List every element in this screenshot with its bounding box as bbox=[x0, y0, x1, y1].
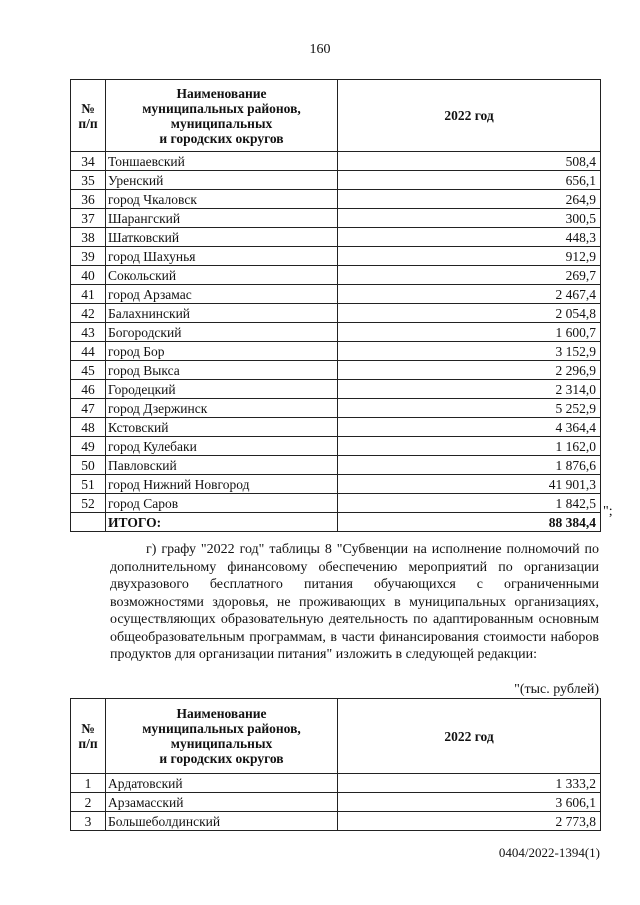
table-row bbox=[71, 190, 601, 209]
header-num: № п/п bbox=[71, 699, 106, 774]
row-number: 51 bbox=[71, 475, 106, 494]
table-row bbox=[71, 494, 601, 513]
municipality-name: Богородский bbox=[106, 323, 338, 342]
table-row bbox=[71, 285, 601, 304]
table-row bbox=[71, 152, 601, 171]
row-value: 5 252,9 bbox=[338, 399, 601, 418]
table-body bbox=[71, 774, 601, 831]
row-value: 1 162,0 bbox=[338, 437, 601, 456]
municipality-name: город Кулебаки bbox=[106, 437, 338, 456]
municipality-name: Кстовский bbox=[106, 418, 338, 437]
table-row bbox=[71, 456, 601, 475]
municipality-name: Ардатовский bbox=[106, 774, 338, 793]
row-value: 2 054,8 bbox=[338, 304, 601, 323]
row-number: 48 bbox=[71, 418, 106, 437]
row-number: 52 bbox=[71, 494, 106, 513]
row-number: 45 bbox=[71, 361, 106, 380]
row-number: 41 bbox=[71, 285, 106, 304]
municipality-name: Павловский bbox=[106, 456, 338, 475]
municipality-name: Балахнинский bbox=[106, 304, 338, 323]
page-number: 160 bbox=[309, 42, 331, 57]
table-header-row bbox=[71, 699, 601, 774]
table-row bbox=[71, 304, 601, 323]
table-header-row bbox=[71, 80, 601, 152]
row-number: 37 bbox=[71, 209, 106, 228]
row-value: 1 842,5 bbox=[338, 494, 601, 513]
table-row bbox=[71, 812, 601, 831]
table-row bbox=[71, 228, 601, 247]
row-value: 264,9 bbox=[338, 190, 601, 209]
table-row bbox=[71, 774, 601, 793]
municipality-name: город Шахунья bbox=[106, 247, 338, 266]
municipality-name: город Арзамас bbox=[106, 285, 338, 304]
row-number: 43 bbox=[71, 323, 106, 342]
municipality-name: Тоншаевский bbox=[106, 152, 338, 171]
row-value: 448,3 bbox=[338, 228, 601, 247]
header-year: 2022 год bbox=[338, 699, 601, 774]
header-name: Наименование муниципальных районов, муниципальных и городских округов bbox=[106, 80, 338, 152]
municipality-name: город Выкса bbox=[106, 361, 338, 380]
row-value: 41 901,3 bbox=[338, 475, 601, 494]
row-value: 1 333,2 bbox=[338, 774, 601, 793]
table-row bbox=[71, 380, 601, 399]
table-row bbox=[71, 247, 601, 266]
closing-quote: "; bbox=[603, 504, 613, 519]
row-value: 912,9 bbox=[338, 247, 601, 266]
row-number: 44 bbox=[71, 342, 106, 361]
header-name: Наименование муниципальных районов, муниципальных и городских округов bbox=[106, 699, 338, 774]
amendment-text: г) графу "2022 год" таблицы 8 "Субвенции на исполнение полномочий по дополнительному финансовому обеспечению мероприятий по организации двухразового бесплатного питания обучающихся с ограниченными возможностями здоровья, не проживающих в муниципальных организациях, осуществляющих образовательную деятельность по адаптированным основным общеобразовательным программам, в части финансирования стоимости наборов продуктов для организации питания" изложить в следующей редакции: bbox=[110, 542, 599, 662]
row-value: 4 364,4 bbox=[338, 418, 601, 437]
row-number: 42 bbox=[71, 304, 106, 323]
municipality-name: Шарангский bbox=[106, 209, 338, 228]
table-row bbox=[71, 475, 601, 494]
table-row bbox=[71, 323, 601, 342]
subsidy-table-8 bbox=[70, 698, 601, 831]
row-number: 36 bbox=[71, 190, 106, 209]
municipality-name: Сокольский bbox=[106, 266, 338, 285]
row-value: 508,4 bbox=[338, 152, 601, 171]
row-number: 2 bbox=[71, 793, 106, 812]
total-num-cell bbox=[71, 513, 106, 532]
row-value: 2 314,0 bbox=[338, 380, 601, 399]
table-row bbox=[71, 266, 601, 285]
row-value: 656,1 bbox=[338, 171, 601, 190]
amendment-paragraph bbox=[110, 541, 599, 664]
total-row bbox=[71, 513, 601, 532]
table-row bbox=[71, 793, 601, 812]
total-label: ИТОГО: bbox=[106, 513, 338, 532]
total-value: 88 384,4 bbox=[338, 513, 601, 532]
table-row bbox=[71, 171, 601, 190]
table-row bbox=[71, 437, 601, 456]
municipality-name: город Саров bbox=[106, 494, 338, 513]
row-number: 40 bbox=[71, 266, 106, 285]
document-code: 0404/2022-1394(1) bbox=[498, 845, 600, 860]
table-row bbox=[71, 209, 601, 228]
municipality-name: Большеболдинский bbox=[106, 812, 338, 831]
municipality-name: город Бор bbox=[106, 342, 338, 361]
header-year: 2022 год bbox=[338, 80, 601, 152]
row-number: 49 bbox=[71, 437, 106, 456]
municipality-name: Арзамасский bbox=[106, 793, 338, 812]
table-row bbox=[71, 361, 601, 380]
row-value: 2 467,4 bbox=[338, 285, 601, 304]
table-row bbox=[71, 399, 601, 418]
municipality-name: город Чкаловск bbox=[106, 190, 338, 209]
header-num: № п/п bbox=[71, 80, 106, 152]
municipality-name: Уренский bbox=[106, 171, 338, 190]
row-number: 1 bbox=[71, 774, 106, 793]
row-value: 2 773,8 bbox=[338, 812, 601, 831]
row-value: 300,5 bbox=[338, 209, 601, 228]
row-number: 47 bbox=[71, 399, 106, 418]
row-number: 38 bbox=[71, 228, 106, 247]
municipality-name: Шатковский bbox=[106, 228, 338, 247]
municipality-name: город Нижний Новгород bbox=[106, 475, 338, 494]
subsidy-table-continued bbox=[70, 79, 601, 532]
row-number: 35 bbox=[71, 171, 106, 190]
row-value: 269,7 bbox=[338, 266, 601, 285]
row-value: 2 296,9 bbox=[338, 361, 601, 380]
table-body bbox=[71, 152, 601, 513]
row-value: 1 600,7 bbox=[338, 323, 601, 342]
row-value: 3 152,9 bbox=[338, 342, 601, 361]
row-number: 3 bbox=[71, 812, 106, 831]
row-value: 1 876,6 bbox=[338, 456, 601, 475]
municipality-name: город Дзержинск bbox=[106, 399, 338, 418]
row-number: 34 bbox=[71, 152, 106, 171]
municipality-name: Городецкий bbox=[106, 380, 338, 399]
table-row bbox=[71, 418, 601, 437]
row-number: 46 bbox=[71, 380, 106, 399]
row-number: 39 bbox=[71, 247, 106, 266]
row-number: 50 bbox=[71, 456, 106, 475]
units-label: "(тыс. рублей) bbox=[514, 682, 599, 697]
row-value: 3 606,1 bbox=[338, 793, 601, 812]
table-row bbox=[71, 342, 601, 361]
